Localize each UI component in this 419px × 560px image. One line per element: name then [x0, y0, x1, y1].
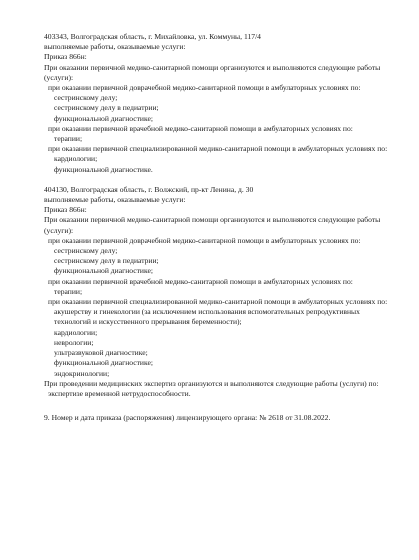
address-2: 404130, Волгоградская область, г. Волжский, пр-кт Ленина, д. 30 — [44, 184, 254, 194]
list-item: сестринскому делу; — [54, 93, 118, 103]
order-number-line: 9. Номер и дата приказа (распоряжения) лицензирующего органа: № 2618 от 31.08.2022. — [44, 413, 331, 423]
list-item: функциональной диагностике; — [54, 358, 153, 368]
address-1: 403343, Волгоградская область, г. Михайловка, ул. Коммуны, 117/4 — [44, 32, 261, 41]
works-label-2: выполняемые работы, оказываемые услуги: — [44, 195, 186, 205]
list-item: эндокринологии; — [54, 368, 110, 378]
order-label-1: Приказ 866н: — [44, 52, 87, 62]
spacer — [44, 175, 390, 185]
expert-intro: При проведении медицинских экспертиз организуются и выполняются следующие работы (услуги) по: — [44, 378, 379, 388]
group-title: при оказании первичной специализированной медико-санитарной помощи в амбулаторных условиях по: — [48, 144, 388, 154]
list-item: терапии; — [54, 286, 83, 296]
list-item: кардиологии; — [54, 154, 98, 164]
list-item: терапии; — [54, 134, 83, 144]
order-label-2: Приказ 866н: — [44, 205, 87, 215]
list-item: сестринскому делу в педиатрии; — [54, 103, 159, 113]
group-title: при оказании первичной доврачебной медико-санитарной помощи в амбулаторных условиях по: — [48, 83, 361, 93]
list-item: функциональной диагностике; — [54, 266, 153, 276]
list-item: функциональной диагностике; — [54, 113, 153, 123]
group-title: при оказании первичной специализированной медико-санитарной помощи в амбулаторных условиях по: — [48, 297, 388, 307]
list-item: акушерству и гинекологии (за исключением использования вспомогательных репродуктивных технологий и искусственного прерывания беременности); — [54, 307, 360, 327]
list-item: экспертизе временной нетрудоспособности. — [48, 388, 191, 398]
list-item: ультразвуковой диагностике; — [54, 348, 148, 358]
list-item: неврологии; — [54, 337, 94, 347]
list-item: функциональной диагностике. — [54, 164, 153, 174]
group-title: при оказании первичной доврачебной медико-санитарной помощи в амбулаторных условиях по: — [48, 235, 361, 245]
intro-2: При оказании первичной медико-санитарной помощи организуются и выполняются следующие работы (услуги): — [44, 215, 381, 235]
license-document — [44, 32, 390, 423]
list-item: кардиологии; — [54, 327, 98, 337]
group-title: при оказании первичной врачебной медико-санитарной помощи в амбулаторных условиях по: — [48, 276, 353, 286]
list-item: сестринскому делу в педиатрии; — [54, 256, 159, 266]
spacer — [44, 399, 390, 413]
group-title: при оказании первичной врачебной медико-санитарной помощи в амбулаторных условиях по: — [48, 123, 353, 133]
works-label-1: выполняемые работы, оказываемые услуги: — [44, 42, 186, 52]
list-item: сестринскому делу; — [54, 246, 118, 256]
intro-1: При оказании первичной медико-санитарной помощи организуются и выполняются следующие работы (услуги): — [44, 62, 381, 82]
